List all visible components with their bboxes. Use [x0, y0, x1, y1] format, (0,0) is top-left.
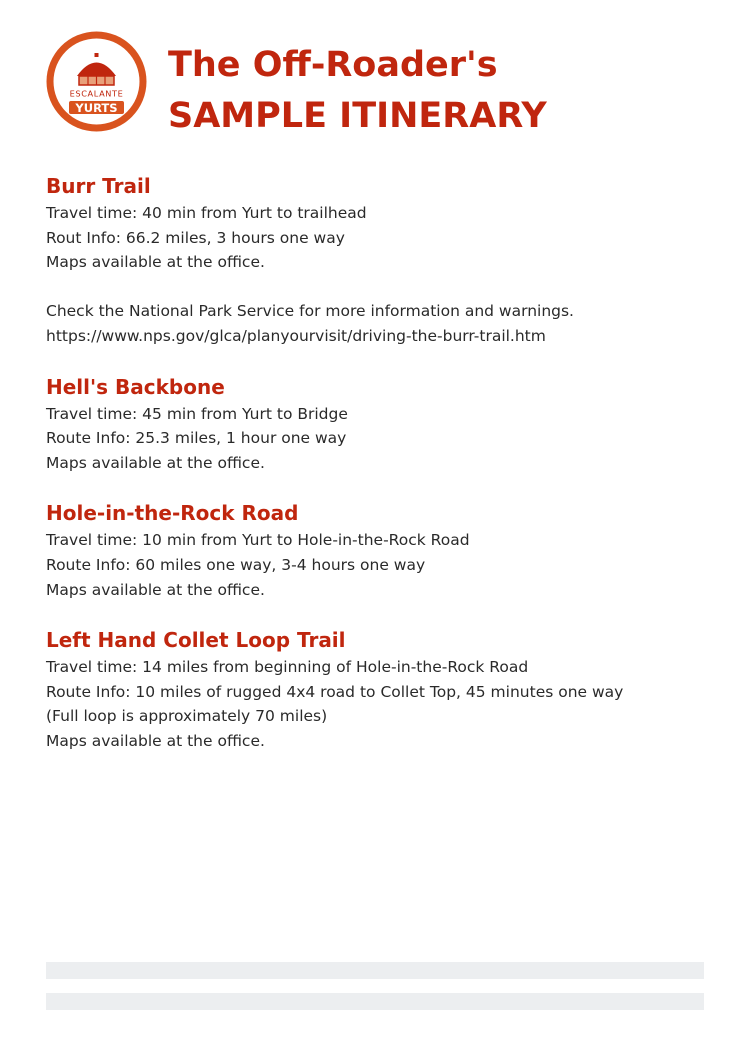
maps-note: Maps available at the office.: [46, 253, 265, 272]
loop-note: (Full loop is approximately 70 miles): [46, 707, 328, 726]
nps-link[interactable]: https://www.nps.gov/glca/planyourvisit/driving-the-burr-trail.htm: [46, 326, 546, 345]
section-left-hand-collet-loop-trail: [46, 625, 706, 753]
section-burr-trail: [46, 171, 706, 349]
maps-note: Maps available at the office.: [46, 731, 265, 750]
itinerary-content: [46, 171, 706, 777]
route-info: Rout Info: 66.2 miles, 3 hours one way: [46, 228, 345, 247]
maps-note: Maps available at the office.: [46, 580, 265, 599]
footer-bar: [46, 962, 704, 979]
footer-bar: [46, 993, 704, 1010]
travel-time: Travel time: 40 min from Yurt to trailhead: [46, 204, 367, 222]
escalante-yurts-logo: [46, 31, 147, 132]
travel-time: Travel time: 45 min from Yurt to Bridge: [46, 404, 348, 423]
title-line-2: SAMPLE ITINERARY: [168, 96, 547, 136]
section-heading: Hole-in-the-Rock Road: [46, 501, 299, 526]
title-line-1: The Off-Roader's: [168, 45, 498, 85]
page-title: [168, 40, 547, 142]
route-info: Route Info: 60 miles one way, 3-4 hours one way: [46, 555, 426, 574]
section-heading: Left Hand Collet Loop Trail: [46, 628, 346, 653]
nps-note: Check the National Park Service for more information and warnings.: [46, 302, 574, 321]
route-info: Route Info: 25.3 miles, 1 hour one way: [46, 429, 347, 448]
section-heading: Burr Trail: [46, 174, 151, 198]
section-heading: Hell's Backbone: [46, 374, 225, 399]
travel-time: Travel time: 10 min from Yurt to Hole-in-the-Rock Road: [46, 531, 470, 550]
section-hole-in-the-rock-road: [46, 498, 706, 602]
section-hells-backbone: [46, 372, 706, 476]
route-info: Route Info: 10 miles of rugged 4x4 road to Collet Top, 45 minutes one way: [46, 682, 624, 701]
logo-text-escalante: ESCALANTE: [69, 88, 124, 99]
travel-time: Travel time: 14 miles from beginning of Hole-in-the-Rock Road: [46, 658, 529, 677]
logo-text-yurts: YURTS: [75, 101, 118, 115]
paragraph-gap: [46, 275, 706, 300]
yurt-logo-icon: [46, 31, 147, 132]
maps-note: Maps available at the office.: [46, 453, 265, 472]
